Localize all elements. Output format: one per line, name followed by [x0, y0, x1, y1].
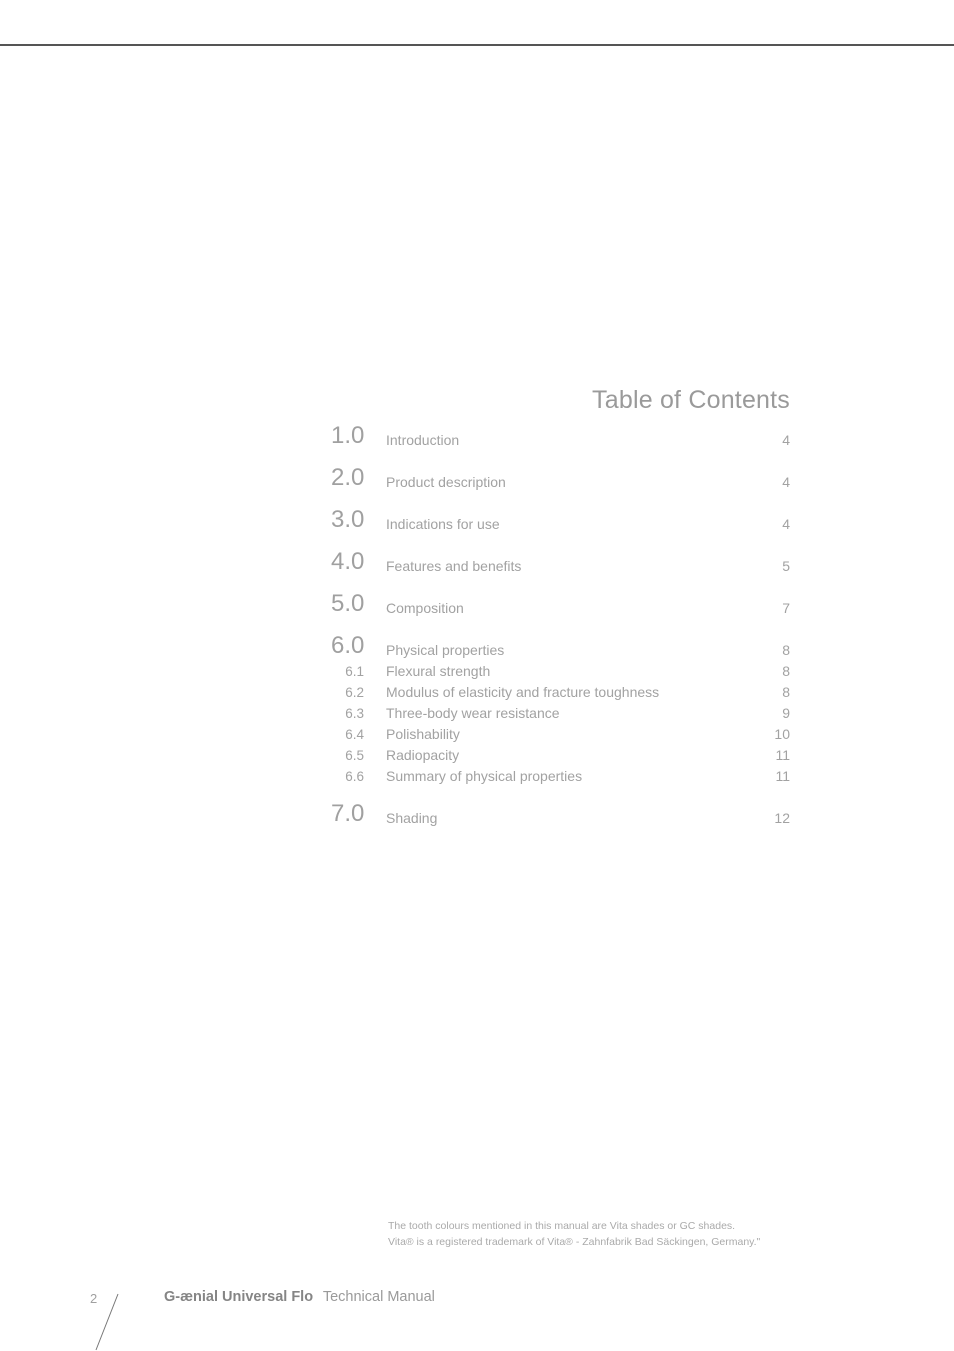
toc-section — [330, 801, 790, 828]
toc-entry-page: 7 — [782, 600, 790, 616]
toc-entry-number: 6.2 — [345, 685, 364, 700]
toc-entry-page: 4 — [782, 474, 790, 490]
toc-title: Table of Contents — [592, 386, 790, 414]
toc-subentry[interactable] — [330, 744, 790, 765]
toc-entry-page: 11 — [775, 747, 790, 763]
toc-subentry[interactable] — [330, 681, 790, 702]
toc-entry[interactable] — [330, 465, 790, 492]
toc-entry-number: 6.6 — [345, 769, 364, 784]
footer-title — [164, 1289, 435, 1305]
toc-entry-number: 6.5 — [345, 748, 364, 763]
slash-divider-icon — [94, 1293, 120, 1351]
toc-entry-page: 12 — [774, 810, 790, 826]
toc-entry-number: 3.0 — [331, 506, 365, 533]
toc-entry-label: Physical properties — [386, 642, 505, 658]
toc-entry[interactable] — [330, 549, 790, 576]
toc-entry-label: Radiopacity — [386, 747, 460, 763]
toc-entry-label: Polishability — [386, 726, 460, 742]
toc-entry-label: Product description — [386, 474, 506, 490]
header-rule — [0, 44, 954, 46]
toc-entry-page: 4 — [782, 516, 790, 532]
footnote-line-2: Vita® is a registered trademark of Vita® - Zahnfabrik Bad Säckingen, Germany." — [388, 1236, 761, 1248]
toc-entry-label: Shading — [386, 810, 438, 826]
toc-section — [330, 591, 790, 618]
toc-entry-number: 7.0 — [331, 800, 365, 827]
toc-list — [330, 423, 790, 828]
toc-subentry[interactable] — [330, 660, 790, 681]
toc-entry[interactable] — [330, 633, 790, 660]
toc-entry[interactable] — [330, 423, 790, 450]
toc-entry-number: 6.3 — [345, 706, 364, 721]
toc-entry-number: 5.0 — [331, 590, 365, 617]
toc-entry-number: 1.0 — [331, 422, 365, 449]
toc-subentry[interactable] — [330, 702, 790, 723]
toc-entry-page: 11 — [775, 768, 790, 784]
toc-entry-label: Features and benefits — [386, 558, 522, 574]
toc-subentry[interactable] — [330, 723, 790, 744]
footnote — [388, 1218, 760, 1250]
toc-entry-label: Flexural strength — [386, 663, 491, 679]
toc-entry-number: 6.1 — [345, 664, 364, 679]
toc-entry-label: Indications for use — [386, 516, 500, 532]
toc-section — [330, 633, 790, 786]
toc-entry[interactable] — [330, 507, 790, 534]
toc-entry-page: 5 — [782, 558, 790, 574]
toc-entry-page: 9 — [782, 705, 790, 721]
toc-entry-page: 8 — [782, 663, 790, 679]
toc-entry-label: Summary of physical properties — [386, 768, 583, 784]
page-number: 2 — [90, 1291, 98, 1306]
toc-entry[interactable] — [330, 801, 790, 828]
toc-entry-page: 8 — [782, 684, 790, 700]
toc-section — [330, 549, 790, 576]
toc-section — [330, 507, 790, 534]
toc-entry-label: Introduction — [386, 432, 460, 448]
toc-entry-number: 6.4 — [345, 727, 364, 742]
toc-entry-page: 4 — [782, 432, 790, 448]
toc-entry-label: Composition — [386, 600, 464, 616]
toc-entry-page: 10 — [774, 726, 790, 742]
toc-subentry[interactable] — [330, 765, 790, 786]
toc-entry-number: 4.0 — [331, 548, 365, 575]
footer-brand: G-ænial Universal Flo — [164, 1289, 314, 1305]
toc-section — [330, 465, 790, 492]
table-of-contents — [330, 386, 790, 843]
toc-entry[interactable] — [330, 591, 790, 618]
toc-entry-number: 2.0 — [331, 464, 365, 491]
footer-subtitle: Technical Manual — [322, 1289, 435, 1305]
toc-section — [330, 423, 790, 450]
toc-entry-label: Modulus of elasticity and fracture toughness — [386, 684, 660, 700]
toc-entry-label: Three-body wear resistance — [386, 705, 560, 721]
toc-entry-number: 6.0 — [331, 632, 365, 659]
toc-entry-page: 8 — [782, 642, 790, 658]
footnote-line-1: The tooth colours mentioned in this manual are Vita shades or GC shades. — [388, 1220, 736, 1232]
